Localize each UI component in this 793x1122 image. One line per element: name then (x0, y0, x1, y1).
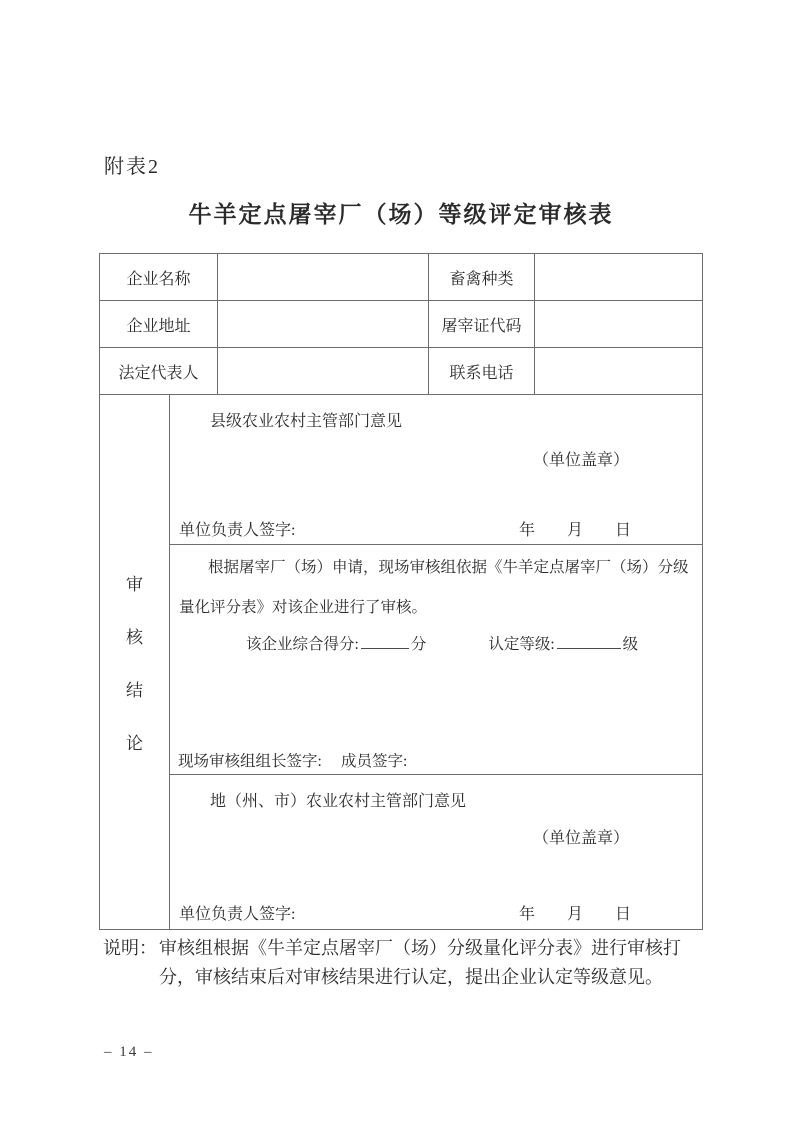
grade-unit: 级 (622, 636, 639, 653)
score-label: 该企业综合得分: (246, 636, 359, 653)
audit-paragraph-line2: 量化评分表》对该企业进行了审核。 (179, 599, 428, 616)
footnote-line1: 审核组根据《牛羊定点屠宰厂（场）分级量化评分表》进行审核打 (159, 938, 681, 958)
prefecture-opinion-section (170, 775, 702, 929)
vertical-label-char: 论 (126, 734, 143, 753)
field-label-livestock-type: 畜禽种类 (429, 254, 535, 300)
field-label-contact-phone: 联系电话 (429, 348, 535, 394)
county-sign-label: 单位负责人签字: (179, 522, 296, 539)
footnote-label: 说明： (103, 938, 157, 958)
score-unit: 分 (410, 636, 427, 653)
leader-sign-label: 现场审核组组长签字: (178, 753, 322, 770)
review-form-table (99, 253, 703, 930)
grade-blank-line (557, 634, 621, 649)
footnote-line2: 分，审核结束后对审核结果进行认定，提出企业认定等级意见。 (159, 967, 663, 987)
field-label-legal-representative: 法定代表人 (100, 348, 218, 394)
page-title: 牛羊定点屠宰厂（场）等级评定审核表 (188, 202, 614, 227)
audit-paragraph-line1: 根据屠宰厂（场）申请，现场审核组依据《牛羊定点屠宰厂（场）分级 (208, 559, 689, 576)
vertical-label-char: 结 (126, 681, 143, 700)
field-value-company-address (218, 301, 429, 347)
county-opinion-section (170, 395, 702, 545)
vertical-label-char: 核 (126, 628, 143, 647)
page-number: – 14 – (104, 1044, 154, 1060)
score-blank-line (361, 634, 409, 649)
field-value-legal-representative (218, 348, 429, 394)
review-conclusion-row (100, 395, 702, 929)
field-label-company-address: 企业地址 (100, 301, 218, 347)
audit-result-section (170, 545, 702, 775)
grade-label: 认定等级: (488, 636, 555, 653)
score-grade-line (246, 632, 638, 654)
vertical-label-char: 审 (126, 575, 143, 594)
table-row (100, 254, 702, 301)
review-sections (170, 395, 702, 929)
prefecture-date-label: 年 月 日 (519, 906, 632, 923)
prefecture-seal-label: （单位盖章） (533, 830, 630, 847)
table-row (100, 348, 702, 395)
field-label-slaughter-cert-code: 屠宰证代码 (429, 301, 535, 347)
review-conclusion-vertical-label (100, 395, 170, 929)
prefecture-opinion-heading: 地（州、市）农业农村主管部门意见 (210, 793, 467, 810)
attachment-label: 附表2 (104, 156, 160, 178)
prefecture-sign-label: 单位负责人签字: (179, 906, 296, 923)
field-value-contact-phone (535, 348, 702, 394)
footnote-text (159, 934, 681, 992)
field-label-company-name: 企业名称 (100, 254, 218, 300)
county-seal-label: （单位盖章） (533, 452, 630, 469)
county-opinion-heading: 县级农业农村主管部门意见 (210, 413, 403, 430)
footnote (103, 934, 708, 992)
table-row (100, 301, 702, 348)
field-value-livestock-type (535, 254, 702, 300)
county-date-label: 年 月 日 (519, 522, 632, 539)
field-value-slaughter-cert-code (535, 301, 702, 347)
field-value-company-name (218, 254, 429, 300)
member-sign-label: 成员签字: (341, 753, 408, 770)
